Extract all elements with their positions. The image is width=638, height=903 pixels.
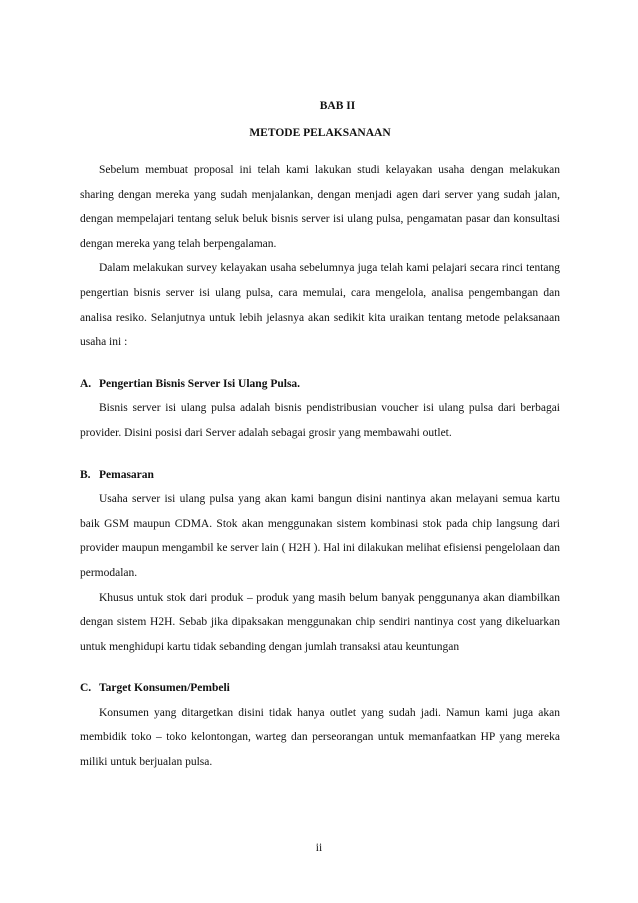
section-c-heading bbox=[80, 676, 560, 701]
chapter-heading: BAB II bbox=[319, 100, 356, 112]
intro-paragraph-1: Sebelum membuat proposal ini telah kami lakukan studi kelayakan usaha dengan melakukan sharing dengan mereka yang sudah menjalankan, dengan menjadi agen dari server yang sudah jalan, dengan mempelajari tentang seluk beluk bisnis server isi ulang pulsa, pengamatan pasar dan konsultasi dengan mereka yang telah berpengalaman. bbox=[80, 164, 560, 250]
section-a-letter: A. bbox=[80, 377, 92, 390]
page-number: ii bbox=[315, 842, 323, 854]
section-b-heading bbox=[80, 463, 560, 488]
section-a-title: Pengertian Bisnis Server Isi Ulang Pulsa. bbox=[99, 377, 301, 390]
section-b-letter: B. bbox=[80, 468, 91, 481]
section-a-heading bbox=[80, 372, 560, 397]
chapter-title: METODE PELAKSANAAN bbox=[249, 127, 391, 139]
section-c-paragraph-1: Konsumen yang ditargetkan disini tidak hanya outlet yang sudah jadi. Namun kami juga akan membidik toko – toko kelontongan, warteg dan perseorangan untuk memanfaatkan HP yang mereka miliki untuk berjualan pulsa. bbox=[80, 706, 560, 769]
section-b bbox=[80, 463, 560, 660]
section-a bbox=[80, 372, 560, 446]
intro-paragraph-2: Dalam melakukan survey kelayakan usaha sebelumnya juga telah kami pelajari secara rinci tentang pengertian bisnis server isi ulang pulsa, cara memulai, cara mengelola, analisa pengembangan dan analisa resiko. Selanjutnya untuk lebih jelasnya akan sedikit kita uraikan tentang metode pelaksanaan usaha ini : bbox=[80, 262, 560, 349]
section-a-paragraph-1: Bisnis server isi ulang pulsa adalah bisnis pendistribusian voucher isi ulang pulsa dari berbagai provider. Disini posisi dari Server adalah sebagai grosir yang membawahi outlet. bbox=[80, 402, 560, 439]
section-b-title: Pemasaran bbox=[99, 468, 154, 481]
section-b-paragraph-2: Khusus untuk stok dari produk – produk yang masih belum banyak penggunanya akan diambilkan dengan sistem H2H. Sebab jika dipaksakan menggunakan chip sendiri nantinya cost yang dikeluarkan untuk menghidupi kartu tidak sebanding dengan jumlah transaksi atau keuntungan bbox=[80, 591, 560, 653]
page-content bbox=[80, 93, 560, 775]
section-c-letter: C. bbox=[80, 682, 92, 695]
section-c-title: Target Konsumen/Pembeli bbox=[99, 682, 230, 695]
section-c bbox=[80, 676, 560, 774]
section-b-paragraph-1: Usaha server isi ulang pulsa yang akan kami bangun disini nantinya akan melayani semua kartu baik GSM maupun CDMA. Stok akan menggunakan sistem kombinasi stok pada chip langsung dari provider maupun mengambil ke server lain ( H2H ). Hal ini dilakukan melihat efisiensi pengelolaan dan permodalan. bbox=[80, 493, 560, 579]
